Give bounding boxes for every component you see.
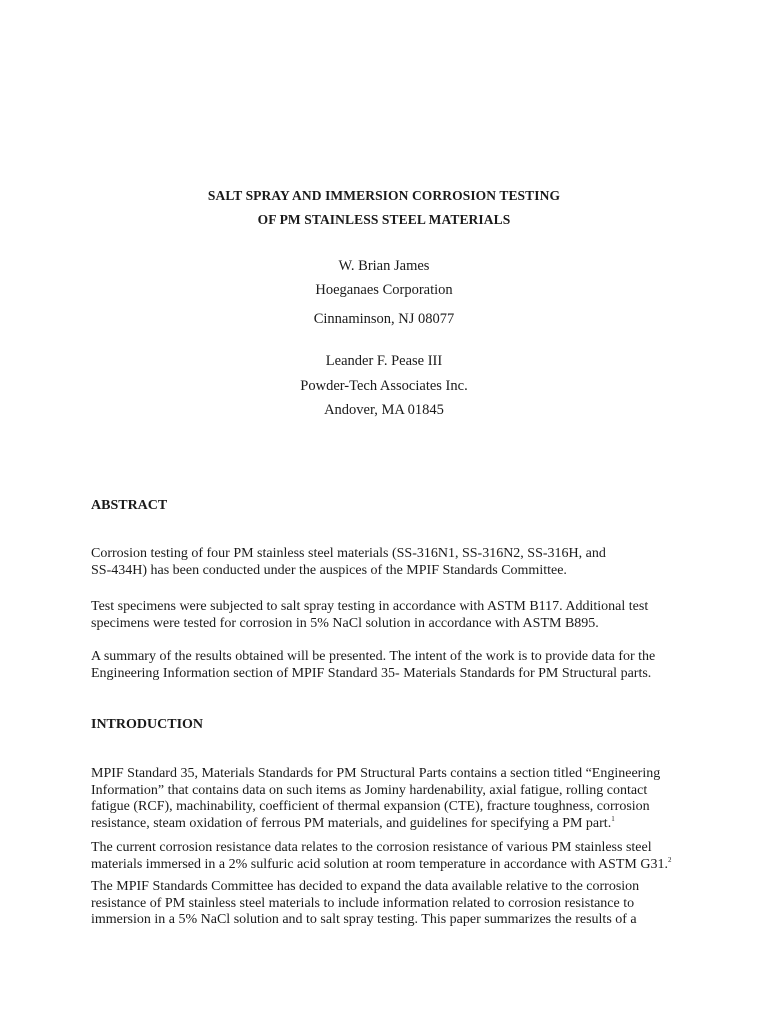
intro-p3-line-3: immersion in a 5% NaCl solution and to salt spray testing. This paper summarizes the results of a: [91, 912, 637, 927]
author-2-name: Leander F. Pease III: [325, 353, 443, 369]
intro-p1-line-3: fatigue (RCF), machinability, coefficient of thermal expansion (CTE), fracture toughness, corrosion: [91, 799, 650, 814]
paper-title-line-2: OF PM STAINLESS STEEL MATERIALS: [257, 212, 511, 227]
abstract-paragraph-3: [91, 649, 691, 682]
intro-p2-line-2: materials immersed in a 2% sulfuric acid solution at room temperature in accordance with ASTM G31.: [91, 856, 668, 872]
intro-p2-line-1: The current corrosion resistance data relates to the corrosion resistance of various PM stainless steel: [91, 840, 652, 855]
intro-p1-line-4: resistance, steam oxidation of ferrous PM materials, and guidelines for specifying a PM part.: [91, 815, 612, 831]
introduction-paragraph-2: [91, 840, 691, 873]
author-2-location: Andover, MA 01845: [324, 402, 444, 418]
author-1-name: W. Brian James: [338, 258, 430, 274]
introduction-heading: INTRODUCTION: [91, 717, 204, 732]
intro-p3-line-2: resistance of PM stainless steel materials to include information related to corrosion resistance to: [91, 895, 635, 911]
reference-marker-1: 1: [611, 814, 615, 823]
abstract-p3-line-1: A summary of the results obtained will be presented. The intent of the work is to provide data for the: [91, 649, 656, 664]
intro-p1-line-1: MPIF Standard 35, Materials Standards for PM Structural Parts contains a section titled “Engineering: [91, 766, 661, 781]
abstract-p1-line-1: Corrosion testing of four PM stainless steel materials (SS-316N1, SS-316N2, SS-316H, and: [91, 546, 606, 561]
introduction-paragraph-3: [91, 879, 691, 929]
paper-title-line-1: SALT SPRAY AND IMMERSION CORROSION TESTING: [207, 188, 561, 203]
author-1-affiliation: Hoeganaes Corporation: [315, 282, 453, 298]
abstract-p2-line-2: specimens were tested for corrosion in 5% NaCl solution in accordance with ASTM B895.: [91, 615, 599, 631]
abstract-heading: ABSTRACT: [91, 498, 168, 513]
abstract-paragraph-1: [91, 546, 691, 579]
author-2-affiliation: Powder-Tech Associates Inc.: [300, 378, 468, 394]
intro-p1-line-2: Information” that contains data on such items as Jominy hardenability, axial fatigue, rolling contact: [91, 782, 648, 798]
abstract-p2-line-1: Test specimens were subjected to salt spray testing in accordance with ASTM B117. Additional test: [91, 599, 649, 614]
abstract-p3-line-2: Engineering Information section of MPIF Standard 35- Materials Standards for PM Structural parts.: [91, 665, 652, 681]
abstract-p1-line-2: SS-434H) has been conducted under the auspices of the MPIF Standards Committee.: [91, 562, 567, 578]
introduction-paragraph-1: [91, 766, 691, 832]
author-1-location: Cinnaminson, NJ 08077: [313, 311, 455, 327]
reference-marker-2: 2: [667, 855, 672, 864]
intro-p3-line-1: The MPIF Standards Committee has decided to expand the data available relative to the corrosion: [91, 879, 640, 894]
abstract-paragraph-2: [91, 599, 691, 632]
